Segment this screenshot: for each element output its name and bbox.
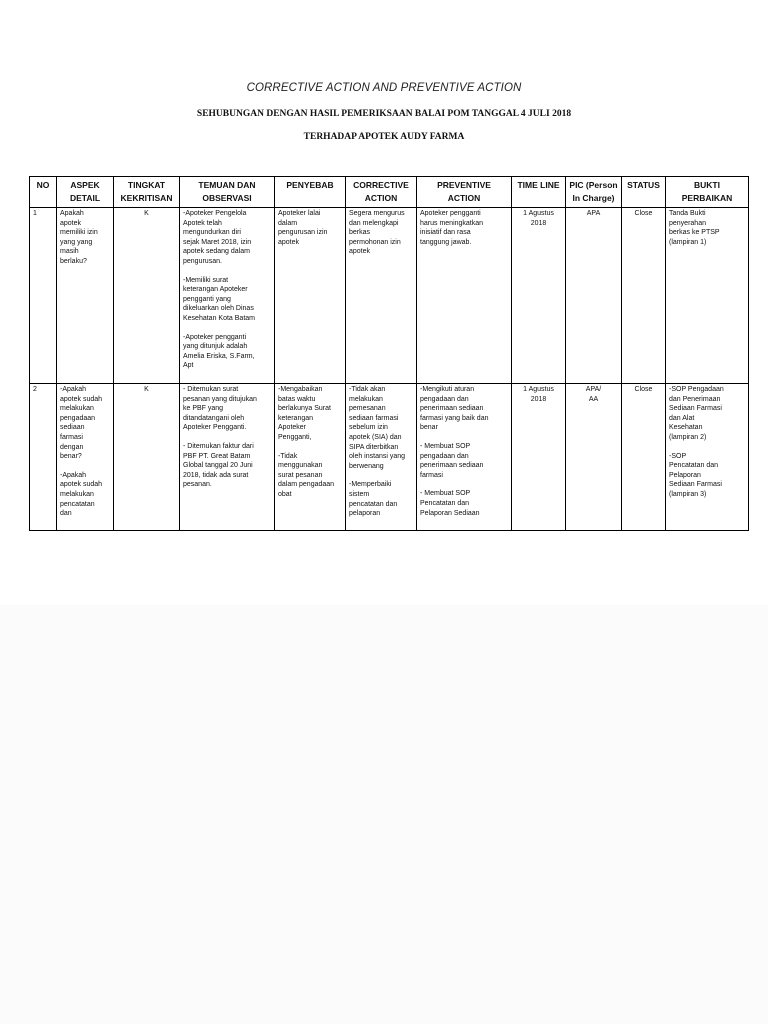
cell-timeline: 1 Agustus 2018 xyxy=(512,208,566,384)
column-header-penyebab: PENYEBAB xyxy=(275,177,346,208)
column-header-tingkat: TINGKAT KEKRITISAN xyxy=(114,177,180,208)
column-header-pic: PIC (Person In Charge) xyxy=(566,177,622,208)
cell-timeline: 1 Agustus 2018 xyxy=(512,384,566,531)
cell-preventive: -Mengikuti aturan pengadaan dan penerimaan sediaan farmasi yang baik dan benar - Membuat SOP pengadaan dan penerimaan sediaan farmasi - Membuat SOP Pencatatan dan Pelaporan Sediaan xyxy=(417,384,512,531)
cell-temuan: -Apoteker Pengelola Apotek telah mengundurkan diri sejak Maret 2018, izin apotek sedang dalam pengurusan. -Memiliki surat keterangan Apoteker pengganti yang dikeluarkan oleh Dinas Kesehatan Kota Batam -Apoteker pengganti yang ditunjuk adalah Amelia Eriska, S.Farm, Apt xyxy=(180,208,275,384)
table-row xyxy=(30,208,749,384)
cell-temuan: - Ditemukan surat pesanan yang ditujukan ke PBF yang ditandatangani oleh Apoteker Pengganti. - Ditemukan faktur dari PBF PT. Great Batam Global tanggal 20 Juni 2018, tidak ada surat pesanan. xyxy=(180,384,275,531)
cell-no: 1 xyxy=(30,208,57,384)
document-title: CORRECTIVE ACTION AND PREVENTIVE ACTION xyxy=(246,82,522,94)
column-header-status: STATUS xyxy=(622,177,666,208)
cell-preventive: Apoteker pengganti harus meningkatkan inisiatif dan rasa tanggung jawab. xyxy=(417,208,512,384)
column-header-preventive: PREVENTIVE ACTION xyxy=(417,177,512,208)
cell-aspek: -Apakah apotek sudah melakukan pengadaan sediaan farmasi dengan benar? -Apakah apotek sudah melakukan pencatatan dan xyxy=(57,384,114,531)
cell-corrective: -Tidak akan melakukan pemesanan sediaan farmasi sebelum izin apotek (SIA) dan SIPA diterbitkan oleh instansi yang berwenang -Memperbaiki sistem pencatatan dan pelaporan xyxy=(346,384,417,531)
cell-bukti: Tanda Bukti penyerahan berkas ke PTSP (lampiran 1) xyxy=(666,208,749,384)
capa-table xyxy=(29,176,749,531)
cell-no: 2 xyxy=(30,384,57,531)
column-header-aspek: ASPEK DETAIL xyxy=(57,177,114,208)
cell-status: Close xyxy=(622,208,666,384)
table-row xyxy=(30,384,749,531)
cell-aspek: Apakah apotek memiliki izin yang yang masih berlaku? xyxy=(57,208,114,384)
cell-bukti: -SOP Pengadaan dan Penerimaan Sediaan Farmasi dan Alat Kesehatan (lampiran 2) -SOP Pencatatan dan Pelaporan Sediaan Farmasi (lampiran 3) xyxy=(666,384,749,531)
cell-penyebab: -Mengabaikan batas waktu berlakunya Surat keterangan Apoteker Pengganti, -Tidak menggunakan surat pesanan dalam pengadaan obat xyxy=(275,384,346,531)
column-header-bukti: BUKTI PERBAIKAN xyxy=(666,177,749,208)
document-subtitle: SEHUBUNGAN DENGAN HASIL PEMERIKSAAN BALAI POM TANGGAL 4 JULI 2018 xyxy=(196,109,572,119)
cell-tingkat: K xyxy=(114,208,180,384)
cell-tingkat: K xyxy=(114,384,180,531)
cell-corrective: Segera mengurus dan melengkapi berkas permohonan izin apotek xyxy=(346,208,417,384)
cell-pic: APA xyxy=(566,208,622,384)
page-background-band xyxy=(0,605,768,1024)
document-subject: TERHADAP APOTEK AUDY FARMA xyxy=(303,132,465,142)
column-header-corrective: CORRECTIVE ACTION xyxy=(346,177,417,208)
cell-status: Close xyxy=(622,384,666,531)
column-header-timeline: TIME LINE xyxy=(512,177,566,208)
column-header-temuan: TEMUAN DAN OBSERVASI xyxy=(180,177,275,208)
table-header-row xyxy=(30,177,749,208)
cell-pic: APA/ AA xyxy=(566,384,622,531)
column-header-no: NO xyxy=(30,177,57,208)
cell-penyebab: Apoteker lalai dalam pengurusan izin apotek xyxy=(275,208,346,384)
